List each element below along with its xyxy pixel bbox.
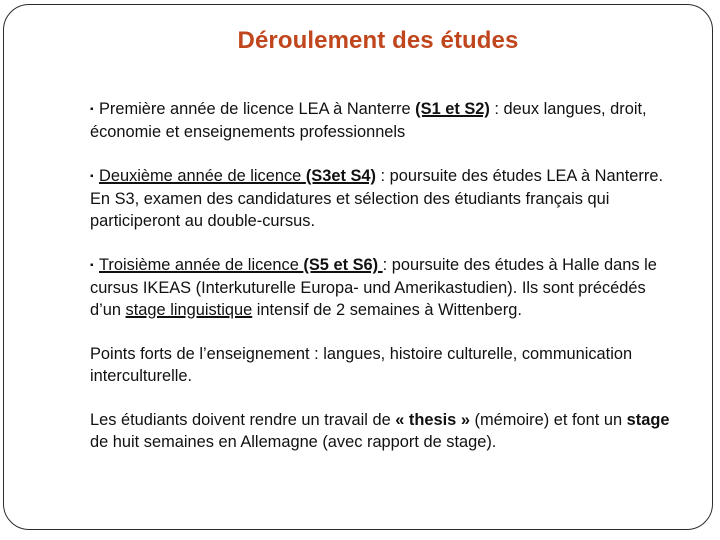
first-year-description: : deux langues, droit, économie et enseignements professionnels — [90, 100, 647, 141]
first-year-text: Première année de licence LEA à Nanterre — [99, 100, 416, 118]
square-bullet-icon: ▪ — [90, 260, 94, 271]
slide-content — [90, 98, 670, 453]
requirements-start: Les étudiants doivent rendre un travail de — [90, 411, 396, 429]
square-bullet-icon: ▪ — [90, 104, 94, 115]
third-year-end: intensif de 2 semaines à Wittenberg. — [252, 301, 522, 319]
third-year-semesters: (S5 et S6) — [303, 256, 383, 274]
paragraph-third-year — [90, 254, 670, 321]
second-year-description: : poursuite des études LEA à Nanterre. En S3, examen des candidatures et sélection des étudiants français qui participeront au double-cursus. — [90, 167, 663, 230]
paragraph-second-year — [90, 165, 670, 232]
requirements-mid: (mémoire) et font un — [469, 411, 627, 429]
paragraph-first-year — [90, 98, 670, 143]
requirements-end: de huit semaines en Allemagne (avec rapport de stage). — [90, 433, 497, 451]
paragraph-requirements — [90, 409, 670, 453]
second-year-label: Deuxième année de licence — [99, 167, 306, 185]
third-year-description: : poursuite des études à Halle dans le cursus IKEAS (Interkuturelle Europa- und Amerikastudien). Ils sont précédés d’un — [90, 256, 657, 319]
slide-title: Déroulement des études — [237, 27, 519, 54]
square-bullet-icon: ▪ — [90, 171, 94, 182]
second-year-semesters: (S3et S4) — [305, 167, 376, 185]
third-year-label: Troisième année de licence — [99, 256, 304, 274]
first-year-semesters: (S1 et S2) — [415, 100, 490, 118]
thesis-term: « thesis » — [395, 411, 470, 429]
stage-linguistique: stage linguistique — [125, 301, 253, 319]
stage-term: stage — [626, 411, 670, 429]
paragraph-strengths: Points forts de l’enseignement : langues, histoire culturelle, communication interculturelle. — [90, 345, 633, 385]
